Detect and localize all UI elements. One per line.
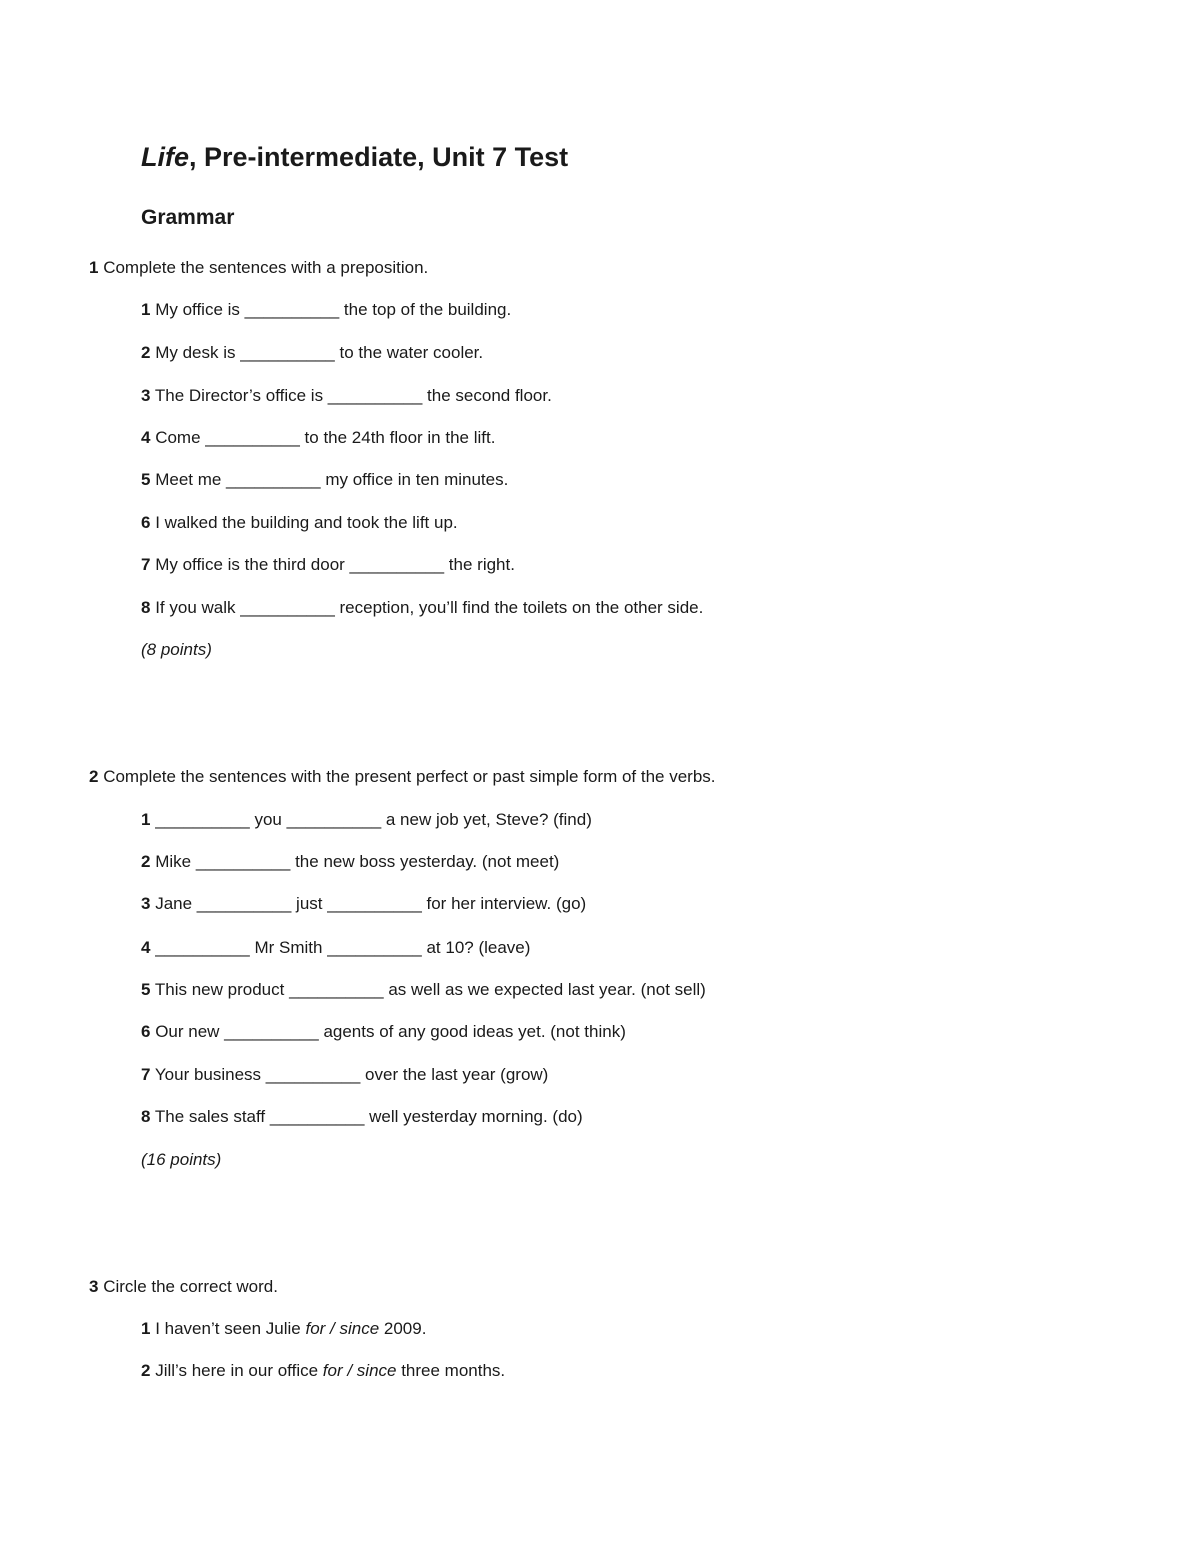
exercise-2-item — [141, 1065, 548, 1085]
instruction-text: Complete the sentences with the present perfect or past simple form of the verbs. — [103, 767, 716, 786]
exercise-number: 1 — [89, 258, 99, 277]
item-number: 1 — [141, 1319, 151, 1338]
exercise-2-item — [141, 894, 586, 914]
word-choice: for / since — [305, 1319, 380, 1338]
item-number: 7 — [141, 1065, 151, 1084]
item-text: __________ you __________ a new job yet, Steve? (find) — [155, 810, 592, 829]
exercise-2-item — [141, 852, 559, 872]
exercise-1-item — [141, 428, 495, 448]
item-number: 5 — [141, 470, 151, 489]
exercise-number: 2 — [89, 767, 99, 786]
exercise-3-item — [141, 1361, 505, 1381]
item-number: 5 — [141, 980, 151, 999]
item-number: 4 — [141, 938, 151, 957]
item-text: My desk is __________ to the water cooler. — [155, 343, 484, 362]
exercise-1-item — [141, 343, 483, 363]
item-number: 6 — [141, 513, 151, 532]
item-number: 1 — [141, 810, 151, 829]
exercise-1-instruction — [89, 258, 428, 278]
item-number: 2 — [141, 343, 151, 362]
exercise-3-instruction — [89, 1277, 278, 1297]
item-number: 8 — [141, 1107, 151, 1126]
section-heading: Grammar — [141, 206, 235, 229]
item-text: This new product __________ as well as we expected last year. (not sell) — [154, 980, 706, 999]
item-number: 2 — [141, 1361, 151, 1380]
title-italic: Life — [141, 142, 190, 172]
exercise-2-item — [141, 1022, 626, 1042]
exercise-1-item — [141, 555, 515, 575]
word-choice: for / since — [322, 1361, 397, 1380]
exercise-2-item — [141, 980, 706, 1000]
exercise-1-item — [141, 513, 458, 533]
exercise-1-points: (8 points) — [141, 640, 212, 659]
item-text: My office is __________ the top of the building. — [155, 300, 512, 319]
item-text-after: three months. — [396, 1361, 506, 1380]
exercise-1-item — [141, 386, 552, 406]
exercise-3-item — [141, 1319, 426, 1339]
title-rest: , Pre-intermediate, Unit 7 Test — [189, 142, 569, 172]
item-text: Meet me __________ my office in ten minutes. — [155, 470, 509, 489]
item-text: Our new __________ agents of any good ideas yet. (not think) — [155, 1022, 626, 1041]
exercise-2-instruction — [89, 767, 716, 787]
item-number: 3 — [141, 894, 151, 913]
item-text: Mike __________ the new boss yesterday. (not meet) — [155, 852, 560, 871]
item-number: 1 — [141, 300, 151, 319]
item-text: The Director’s office is __________ the second floor. — [154, 386, 552, 405]
exercise-2-item — [141, 938, 530, 958]
item-text: Your business __________ over the last year (grow) — [154, 1065, 549, 1084]
instruction-text: Circle the correct word. — [103, 1277, 278, 1296]
exercise-1-item — [141, 598, 703, 618]
item-number: 7 — [141, 555, 151, 574]
instruction-text: Complete the sentences with a preposition. — [103, 258, 429, 277]
item-text-before: I haven’t seen Julie — [155, 1319, 306, 1338]
item-text: If you walk __________ reception, you’ll find the toilets on the other side. — [155, 598, 704, 617]
item-text: The sales staff __________ well yesterday morning. (do) — [154, 1107, 583, 1126]
item-text: Jane __________ just __________ for her interview. (go) — [155, 894, 587, 913]
exercise-number: 3 — [89, 1277, 99, 1296]
item-text: I walked the building and took the lift up. — [155, 513, 458, 532]
item-number: 8 — [141, 598, 151, 617]
item-number: 2 — [141, 852, 151, 871]
item-text-after: 2009. — [379, 1319, 427, 1338]
exercise-1-item — [141, 470, 508, 490]
item-text: __________ Mr Smith __________ at 10? (leave) — [155, 938, 531, 957]
item-number: 4 — [141, 428, 151, 447]
exercise-2-points: (16 points) — [141, 1150, 222, 1169]
document-title — [141, 142, 568, 173]
exercise-1-item — [141, 300, 511, 320]
item-number: 6 — [141, 1022, 151, 1041]
item-text-before: Jill’s here in our office — [155, 1361, 323, 1380]
exercise-2-item — [141, 1107, 583, 1127]
item-text: Come __________ to the 24th floor in the lift. — [155, 428, 496, 447]
exercise-2-item — [141, 810, 592, 830]
item-text: My office is the third door __________ the right. — [155, 555, 515, 574]
item-number: 3 — [141, 386, 151, 405]
